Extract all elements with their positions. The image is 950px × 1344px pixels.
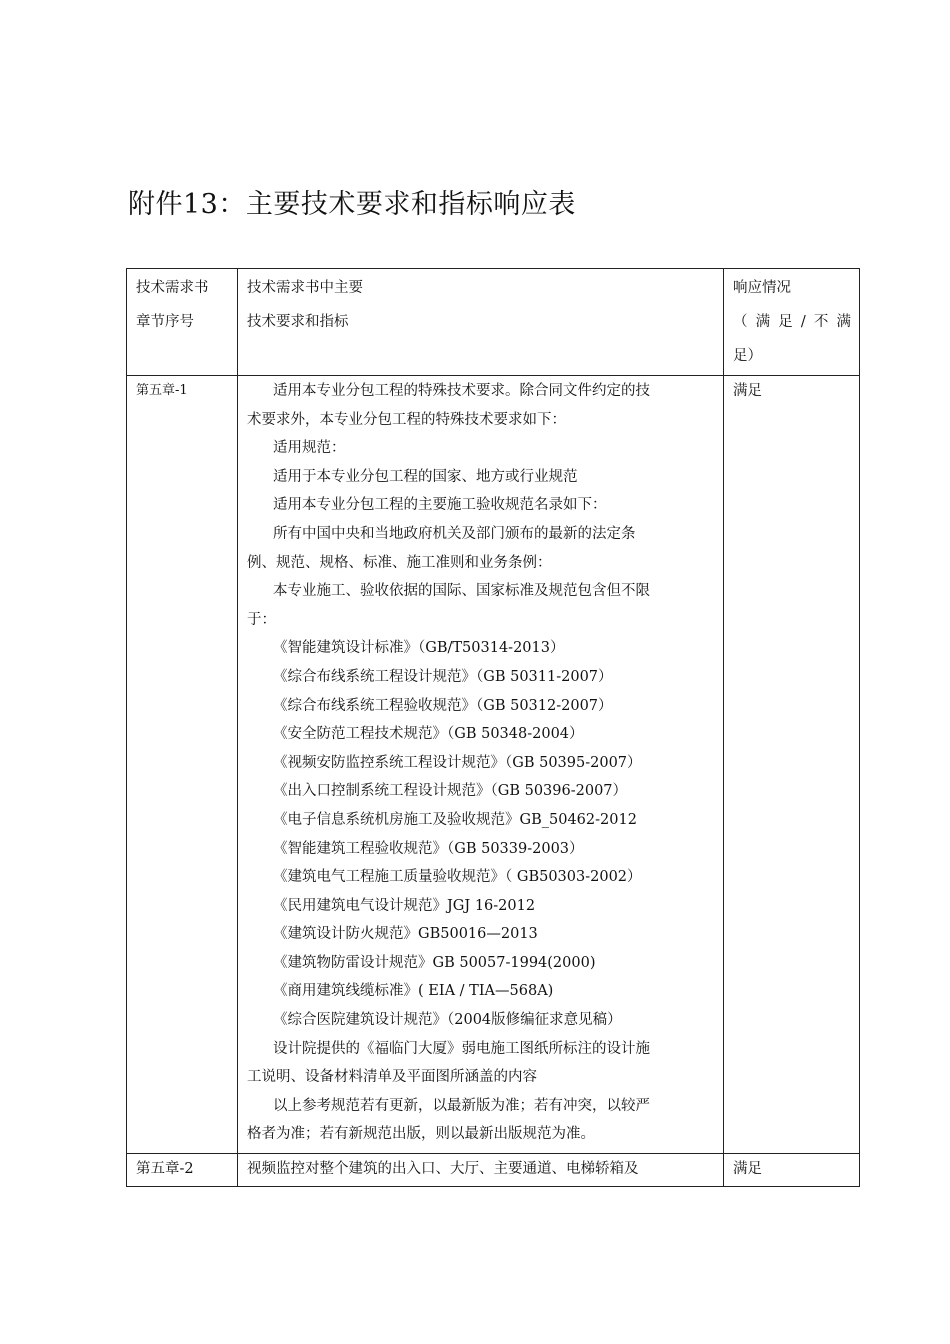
requirement-line: 适用本专业分包工程的特殊技术要求。除合同文件约定的技	[273, 383, 650, 399]
header-response-char: 不	[813, 314, 829, 330]
requirement-line: 《建筑电气工程施工质量验收规范》（ GB50303-2002）	[273, 869, 642, 886]
requirement-line: 格者为准；若有新规范出版，则以最新出版规范为准。	[247, 1126, 595, 1143]
header-response-cell	[724, 269, 860, 376]
requirement-line: 《综合布线系统工程验收规范》（GB 50312-2007）	[273, 697, 613, 714]
header-section-cell	[127, 269, 238, 376]
section-cell	[127, 1154, 238, 1187]
header-section-line: 章节序号	[136, 314, 194, 330]
table-row	[127, 376, 860, 1154]
requirement-line: 《建筑设计防火规范》GB50016—2013	[273, 926, 538, 943]
response-table	[126, 268, 860, 1187]
requirement-line: 适用本专业分包工程的主要施工验收规范名录如下：	[273, 497, 607, 514]
requirement-cell	[238, 376, 724, 1154]
header-requirement-line: 技术要求和指标	[247, 314, 349, 330]
response-cell	[724, 376, 860, 1154]
header-response-line	[733, 305, 851, 339]
header-requirement-cell	[238, 269, 724, 376]
table-row	[127, 1154, 860, 1187]
requirement-line: 于：	[247, 611, 276, 628]
document-title: 附件13：主要技术要求和指标响应表	[128, 189, 576, 220]
requirement-line: 《综合医院建筑设计规范》（2004版修编征求意见稿）	[273, 1012, 622, 1029]
requirement-line: 例、规范、规格、标准、施工准则和业务条例：	[247, 554, 552, 571]
requirement-line: 《智能建筑设计标准》（GB/T50314-2013）	[273, 640, 565, 657]
header-response-char: （	[733, 314, 748, 330]
requirement-line: 《电子信息系统机房施工及验收规范》GB_50462-2012	[273, 811, 637, 828]
requirement-line: 以上参考规范若有更新，以最新版为准；若有冲突，以较严	[273, 1097, 650, 1114]
header-requirement-line: 技术需求书中主要	[247, 280, 363, 296]
requirement-line: 《安全防范工程技术规范》（GB 50348-2004）	[273, 726, 584, 743]
header-response-char: /	[800, 314, 806, 330]
header-response-char: 满	[755, 314, 771, 330]
requirement-line: 《综合布线系统工程设计规范》（GB 50311-2007）	[273, 668, 613, 685]
requirement-text	[238, 376, 723, 1149]
requirement-line: 《出入口控制系统工程设计规范》（GB 50396-2007）	[273, 783, 628, 800]
requirement-line: 《建筑物防雷设计规范》GB 50057-1994(2000)	[273, 954, 596, 971]
requirement-line: 《商用建筑线缆标准》( EIA / TIA—568A)	[273, 983, 554, 1000]
header-response-line: 足）	[733, 348, 762, 364]
requirement-line: 《智能建筑工程验收规范》（GB 50339-2003）	[273, 840, 584, 857]
requirement-line: 所有中国中央和当地政府机关及部门颁布的最新的法定条	[273, 525, 636, 542]
requirement-cell	[238, 1154, 724, 1187]
requirement-line: 设计院提供的《福临门大厦》弱电施工图纸所标注的设计施	[273, 1040, 650, 1057]
response-cell	[724, 1154, 860, 1187]
requirement-line: 视频监控对整个建筑的出入口、大厅、主要通道、电梯轿箱及	[247, 1161, 639, 1177]
header-section-line: 技术需求书	[136, 280, 209, 296]
table-header-row	[127, 269, 860, 376]
requirement-line: 本专业施工、验收依据的国际、国家标准及规范包含但不限	[273, 583, 650, 600]
header-response-char: 满	[836, 314, 851, 330]
section-number: 第五章-2	[136, 1161, 194, 1177]
requirement-line: 工说明、设备材料清单及平面图所涵盖的内容	[247, 1069, 537, 1086]
requirement-line: 适用规范：	[273, 440, 346, 457]
header-response-line: 响应情况	[733, 280, 791, 296]
section-number: 第五章-1	[136, 383, 188, 398]
requirement-text	[238, 1154, 723, 1184]
requirement-line: 《视频安防监控系统工程设计规范》（GB 50395-2007）	[273, 754, 642, 771]
requirement-line: 术要求外，本专业分包工程的特殊技术要求如下：	[247, 411, 566, 428]
requirement-line: 《民用建筑电气设计规范》JGJ 16-2012	[273, 897, 536, 914]
response-status: 满足	[733, 1161, 762, 1177]
requirement-line: 适用于本专业分包工程的国家、地方或行业规范	[273, 468, 578, 485]
section-cell	[127, 376, 238, 1154]
response-status: 满足	[733, 383, 762, 399]
header-response-char: 足	[778, 314, 793, 330]
